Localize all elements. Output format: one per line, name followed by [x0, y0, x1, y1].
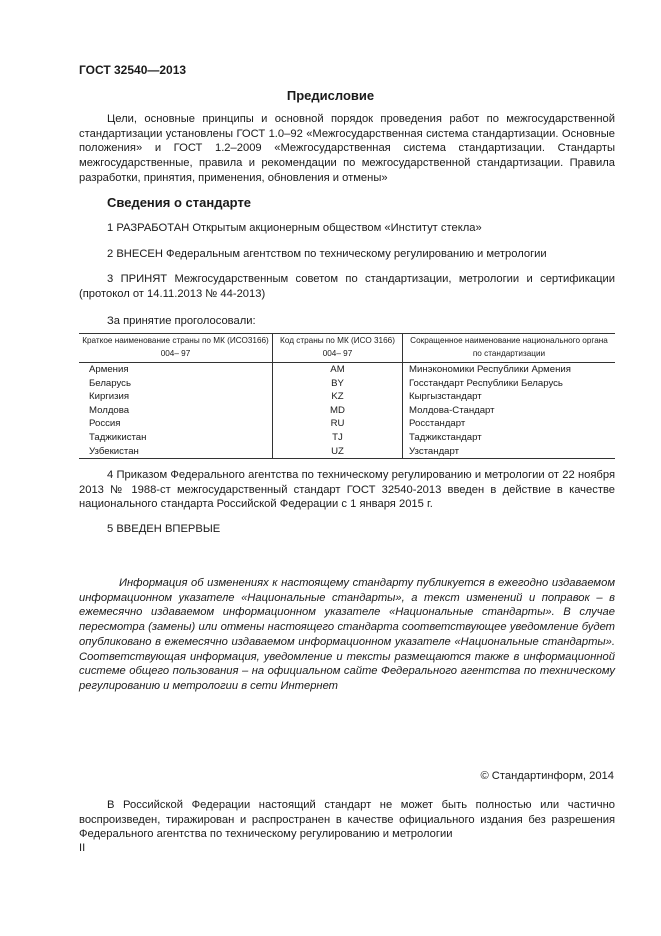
body-cell: Узстандарт [403, 445, 616, 459]
footer-notice-text: В Российской Федерации настоящий стандарт не может быть полностью или частично воспроизведен, тиражирован и распространен в качестве официального издания без разрешения Федерального агентства по техническому регулированию и метрологии [79, 799, 615, 841]
table-row [79, 417, 615, 431]
copyright: © Стандартинформ, 2014 [480, 770, 614, 782]
intro-text: Цели, основные принципы и основной порядок проведения работ по межгосударственной стандартизации установлены ГОСТ 1.0–92 «Межгосударственная система стандартизации. Основные положения» и ГОСТ 1.2–2009 «Межгосударственная система стандартизации. Стандарты межгосударственные, правила и рекомендации по межгосударственной стандартизации. Правила разработки, принятия, применения, обновления и отмены» [79, 113, 615, 184]
page-title: Предисловие [286, 88, 375, 103]
document-number: ГОСТ 32540—2013 [79, 63, 187, 77]
table-row [79, 445, 615, 459]
code-cell: BY [273, 377, 403, 391]
code-cell: AM [273, 363, 403, 377]
vote-label: За принятие проголосовали: [107, 315, 256, 327]
intro-paragraph [79, 112, 615, 186]
item-submitted: 2 ВНЕСЕН Федеральным агентством по техническому регулированию и метрологии [107, 248, 547, 260]
item-enacted-block [79, 468, 615, 512]
item-adopted-block [79, 272, 615, 301]
item-enacted: 4 Приказом Федерального агентства по техническому регулированию и метрологии от 22 ноября 2013 № 1988-ст межгосударственный стандарт ГОСТ 32540-2013 введен в действие в качестве национального стандарта Российской Федерации с 1 января 2015 г. [79, 469, 615, 511]
code-cell: UZ [273, 445, 403, 459]
table-row [79, 363, 615, 377]
country-cell: Армения [89, 364, 129, 375]
body-cell: Таджикстандарт [403, 431, 616, 445]
country-cell: Киргизия [89, 391, 130, 403]
item-adopted: 3 ПРИНЯТ Межгосударственным советом по стандартизации, метрологии и сертификации (протокол от 14.11.2013 № 44-2013) [79, 273, 615, 300]
body-cell: Молдова-Стандарт [403, 404, 616, 418]
body-cell: Росстандарт [403, 417, 616, 431]
country-cell: Таджикистан [89, 431, 147, 443]
item-developed: 1 РАЗРАБОТАН Открытым акционерным обществом «Институт стекла» [107, 222, 482, 234]
country-cell: Молдова [89, 404, 130, 416]
body-cell: Минэкономики Республики Армения [403, 363, 616, 377]
footer-notice [79, 798, 615, 842]
section-title: Сведения о стандарте [107, 195, 252, 210]
column-header-code: Код страны по МК (ИСО 3166) 004– 97 [273, 334, 403, 363]
code-cell: TJ [273, 431, 403, 445]
column-header-body: Сокращенное наименование национального органа по стандартизации [403, 334, 616, 363]
table-row [79, 404, 615, 418]
code-cell: MD [273, 404, 403, 418]
country-cell: Беларусь [89, 377, 131, 389]
code-cell: RU [273, 417, 403, 431]
body-cell: Госстандарт Республики Беларусь [403, 377, 616, 391]
info-notice [79, 576, 615, 694]
table-row [79, 431, 615, 445]
body-cell: Кыргызстандарт [403, 390, 616, 404]
table-row [79, 390, 615, 404]
vote-table [79, 333, 615, 459]
country-cell: Россия [89, 418, 121, 430]
table-row [79, 377, 615, 391]
code-cell: KZ [273, 390, 403, 404]
item-introduced: 5 ВВЕДЕН ВПЕРВЫЕ [107, 523, 221, 535]
column-header-country: Краткое наименование страны по МК (ИСО3166) 004– 97 [79, 334, 273, 363]
info-notice-text: Информация об изменениях к настоящему стандарту публикуется в ежегодно издаваемом информационном указателе «Национальные стандарты», а текст изменений и поправок – в ежемесячно издаваемом информационном указателе «Национальные стандарты». В случае пересмотра (замены) или отмены настоящего стандарта соответствующее уведомление будет опубликовано в ежемесячно издаваемом информационном указателе «Национальные стандарты». Соответствующая информация, уведомление и тексты размещаются также в информационной системе общего пользования – на официальном сайте Федерального агентства по техническому регулированию и метрологии в сети Интернет [79, 577, 615, 692]
country-cell: Узбекистан [79, 445, 273, 459]
page-number: II [79, 842, 86, 854]
vote-table-header [79, 334, 615, 363]
